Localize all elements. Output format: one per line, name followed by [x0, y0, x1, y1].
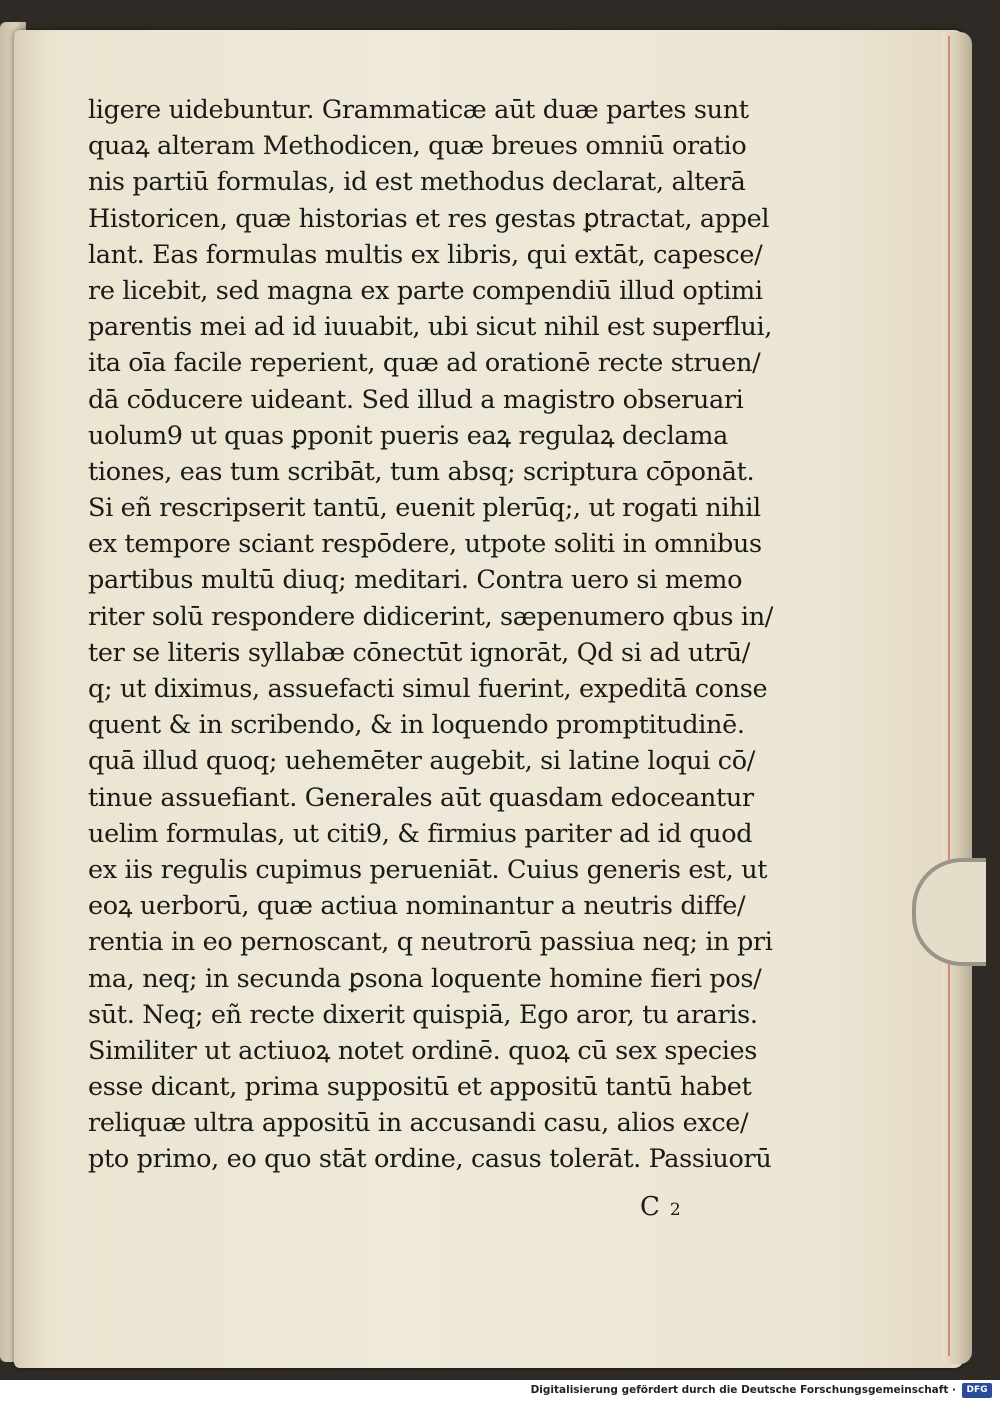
- text-line: partibus multū diuq; meditari. Contra uero si memo: [88, 565, 743, 596]
- text-line: eoꝝ uerborū, quæ actiua nominantur a neutris diffe/: [88, 891, 746, 922]
- text-line: ita oīa facile reperient, quæ ad orationē recte struen/: [88, 348, 761, 379]
- text-line: lant. Eas formulas multis ex libris, qui extāt, capesce/: [88, 239, 763, 270]
- text-line: tinue assuefiant. Generales aūt quasdam edoceantur: [88, 782, 754, 813]
- text-line: ex tempore sciant respōdere, utpote soliti in omnibus: [88, 529, 762, 560]
- red-ruled-edge: [948, 36, 950, 1356]
- text-line: tiones, eas tum scribāt, tum absq; scriptura cōponāt.: [88, 456, 755, 487]
- text-line: parentis mei ad id iuuabit, ubi sicut nihil est superflui,: [88, 312, 773, 343]
- text-line: ter se literis syllabæ cōnectūt ignorāt, Qd si ad utrū/: [88, 637, 751, 668]
- text-line: reliquæ ultra appositū in accusandi casu, alios exce/: [88, 1108, 749, 1139]
- text-line: re licebit, sed magna ex parte compendiū illud optimi: [88, 275, 763, 306]
- text-line: uolum9 ut quas ꝑponit pueris eaꝝ regulaꝝ declama: [88, 420, 728, 451]
- text-line: ex iis regulis cupimus perueniāt. Cuius generis est, ut: [88, 854, 768, 885]
- page-fore-edge: [942, 32, 972, 1364]
- text-line: ligere uidebuntur. Grammaticæ aūt duæ partes sunt: [88, 95, 749, 125]
- text-line: Historicen, quæ historias et res gestas ꝑtractat, appel: [88, 203, 770, 234]
- text-line: esse dicant, prima suppositū et appositū tantū habet: [88, 1072, 752, 1103]
- text-line: pto primo, eo quo stāt ordine, casus tolerāt. Passiuorū: [88, 1144, 772, 1175]
- text-line: uelim formulas, ut citi9, & firmius pariter ad id quod: [88, 818, 753, 849]
- text-line: quent & in scribendo, & in loquendo promptitudinē.: [88, 710, 745, 741]
- text-line: quaꝝ alteram Methodicen, quæ breues omniū oratio: [88, 131, 747, 162]
- text-line: nis partiū formulas, id est methodus declarat, alterā: [88, 167, 746, 198]
- signature-number: 2: [669, 1200, 681, 1220]
- text-line: q; ut diximus, assuefacti simul fuerint, expeditā conse: [88, 674, 768, 704]
- text-line: riter solū respondere didicerint, sæpenumero qbus in/: [88, 601, 774, 632]
- dfg-logo-icon: DFG: [962, 1383, 992, 1398]
- signature-letter: C: [640, 1192, 660, 1222]
- text-line: ma, neq; in secunda ꝑsona loquente homine fieri pos/: [88, 963, 762, 994]
- text-line: Similiter ut actiuoꝝ notet ordinē. quoꝝ cū sex species: [88, 1035, 758, 1066]
- text-line: Si eñ rescripserit tantū, euenit plerūq;, ut rogati nihil: [88, 493, 761, 524]
- footer-credit: Digitalisierung gefördert durch die Deutsche Forschungsgemeinschaft ·: [530, 1384, 956, 1396]
- signature-mark: [640, 1192, 681, 1222]
- text-line: sūt. Neq; eñ recte dixerit quispiā, Ego aror, tu araris.: [88, 999, 758, 1030]
- page-text-block: [88, 92, 774, 1178]
- footer-bar: [0, 1380, 1000, 1403]
- text-line: dā cōducere uideant. Sed illud a magistro obseruari: [88, 384, 744, 415]
- text-line: rentia in eo pernoscant, q neutrorū passiua neq; in pri: [88, 927, 773, 958]
- text-line: quā illud quoq; uehemēter augebit, si latine loqui cō/: [88, 746, 755, 777]
